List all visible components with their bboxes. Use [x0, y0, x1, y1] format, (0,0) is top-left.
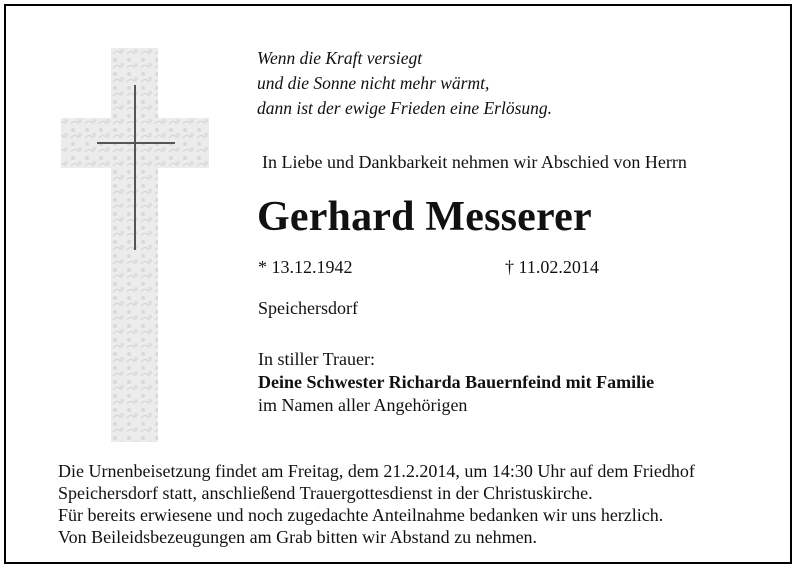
poem-line: und die Sonne nicht mehr wärmt, — [257, 73, 490, 93]
footer-line: Die Urnenbeisetzung findet am Freitag, dem 21.2.2014, um 14:30 Uhr auf dem Friedhof — [58, 461, 695, 481]
deceased-name: Gerhard Messerer — [257, 194, 592, 240]
place-of-residence: Speichersdorf — [258, 298, 358, 318]
mourners-block — [258, 348, 654, 417]
poem-line: dann ist der ewige Frieden eine Erlösung. — [257, 98, 553, 118]
footer-line: Für bereits erwiesene und noch zugedachte Anteilnahme bedanken wir uns herzlich. — [58, 505, 664, 525]
death-date: † 11.02.2014 — [505, 257, 599, 277]
poem — [257, 46, 552, 121]
mourners-heading: In stiller Trauer: — [258, 349, 375, 369]
birth-date: * 13.12.1942 — [258, 257, 353, 277]
funeral-notice-text — [58, 460, 695, 548]
footer-line: Von Beileidsbezeugungen am Grab bitten wir Abstand zu nehmen. — [58, 527, 538, 547]
poem-line: Wenn die Kraft versiegt — [257, 48, 423, 68]
mourners-others: im Namen aller Angehörigen — [258, 395, 468, 415]
intro-text: In Liebe und Dankbarkeit nehmen wir Abschied von Herrn — [262, 152, 687, 172]
footer-line: Speichersdorf statt, anschließend Trauergottesdienst in der Christuskirche. — [58, 483, 593, 503]
mourners-family: Deine Schwester Richarda Bauernfeind mit Familie — [258, 372, 655, 392]
